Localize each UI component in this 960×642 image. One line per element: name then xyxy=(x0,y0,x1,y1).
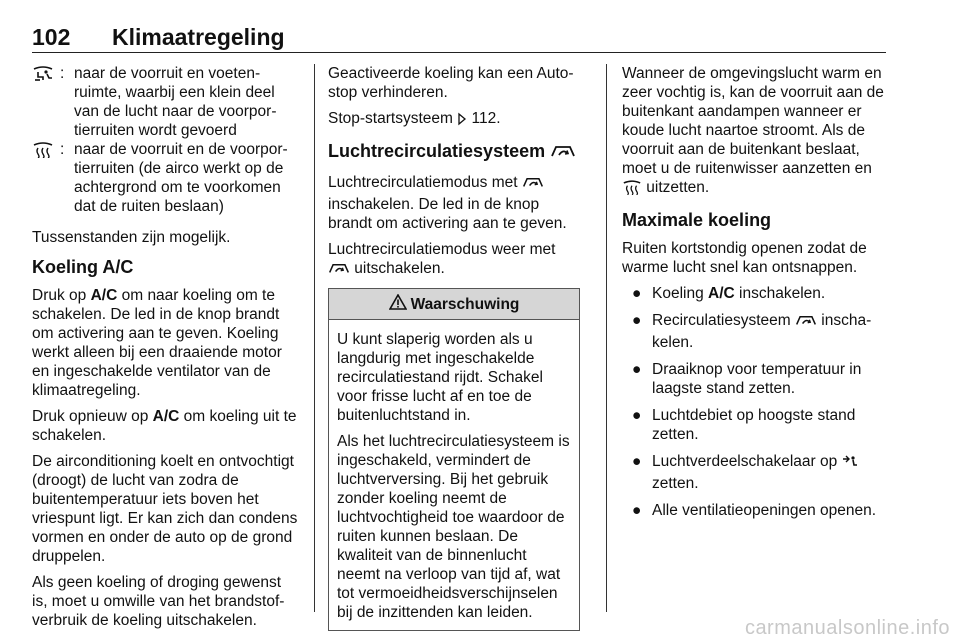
ac-label: A/C xyxy=(152,408,180,425)
defrost-icon xyxy=(622,180,642,200)
warning-body xyxy=(329,320,579,630)
bullet: ● xyxy=(632,312,642,329)
bullet: ● xyxy=(632,453,642,470)
column-2 xyxy=(328,64,580,631)
cooling-paragraph-3: De airconditioning koelt en ontvochtigt (droogt) de lucht van zodra de buitentemperatuur iets boven het vriespunt ligt. Er kan zich dan condens vormen en onder de auto op de grond druppelen. xyxy=(32,453,298,565)
list-item xyxy=(622,311,888,352)
list-item xyxy=(622,360,888,398)
ac-label: A/C xyxy=(90,287,118,304)
list-item xyxy=(622,284,888,303)
fogging-paragraph xyxy=(622,64,888,200)
airflow-upper-icon xyxy=(842,455,858,474)
bullet: ● xyxy=(632,407,642,424)
text: zetten. xyxy=(652,475,699,492)
text: om naar koeling om te schakelen. De led in de knop brandt om activering aan te geven. Koeling werkt alleen bij een draaiende motor en ingeschakelde ventilator van de klimaatregeling. xyxy=(32,287,282,399)
text: Luchtrecirculatiemodus met xyxy=(328,174,522,191)
text: Koeling xyxy=(652,285,709,302)
windscreen-feet-icon xyxy=(32,64,60,140)
list-item xyxy=(622,452,888,493)
recirculation-icon xyxy=(328,262,350,281)
warning-paragraph-2: Als het luchtrecirculatiesysteem is ingeschakeld, vermindert de luchtverversing. Bij het gebruik zonder koeling neemt de luchtvochtigheid toe waardoor de ruiten kunnen beslaan. De kwaliteit van de binnenlucht neemt na verloop van tijd af, wat tot vermoeidheidsverschijnselen bij de inzittenden kan leiden. xyxy=(337,433,570,621)
definition-row xyxy=(32,64,300,140)
page-reference: 112. xyxy=(471,110,501,127)
text: uitzetten. xyxy=(642,179,710,196)
heading-cooling: Koeling A/C xyxy=(32,257,134,277)
bullet: ● xyxy=(632,361,642,378)
bullet: ● xyxy=(632,502,642,519)
text: Luchtverdeelschakelaar op xyxy=(652,453,842,470)
column-1 xyxy=(32,64,300,637)
cooling-paragraph-4: Als geen koeling of droging gewenst is, moet u omwille van het brandstofverbruik de koeling uitschakelen. xyxy=(32,574,285,629)
text: Alle ventilatieopeningen openen. xyxy=(652,502,877,519)
heading-recirculation xyxy=(328,140,580,165)
defrost-icon xyxy=(32,140,60,216)
definition-text: naar de voorruit en voetenruimte, waarbij een klein deel van de lucht naar de voorportierruiten wordt gevoerd xyxy=(74,65,277,139)
text: Druk op xyxy=(32,287,91,304)
text: inschakelen. xyxy=(652,312,872,351)
cooling-paragraph-2 xyxy=(32,407,300,445)
page-number: 102 xyxy=(32,24,71,50)
intermediate-text: Tussenstanden zijn mogelijk. xyxy=(32,229,231,246)
reference-paragraph xyxy=(328,109,580,131)
text: Luchtrecirculatiesysteem xyxy=(328,141,546,161)
text: inschakelen. De led in de knop brandt om activering aan te geven. xyxy=(328,196,567,232)
chapter-title: Klimaatregeling xyxy=(112,24,285,50)
text: Druk opnieuw op xyxy=(32,408,153,425)
text: Luchtrecirculatiemodus weer met xyxy=(328,241,556,258)
recirculation-icon xyxy=(522,176,544,195)
text: om koeling uit te schakelen. xyxy=(32,408,297,444)
list-item xyxy=(622,406,888,444)
column-3 xyxy=(622,64,888,528)
warning-box xyxy=(328,288,580,631)
arrow-right-icon xyxy=(457,112,467,131)
cooling-paragraph-1 xyxy=(32,286,300,400)
warning-paragraph-1: U kunt slaperig worden als u langdurig met ingeschakelde recirculatiestand rijdt. Schakel voor frisse lucht af en toe de buitenluchtstand in. xyxy=(337,331,543,424)
text: Draaiknop voor temperatuur in laagste stand zetten. xyxy=(652,361,862,397)
max-cooling-intro: Ruiten kortstondig openen zodat de warme lucht snel kan ontsnappen. xyxy=(622,240,867,276)
heading-max-cooling: Maximale koeling xyxy=(622,210,772,230)
warning-title: Waarschuwing xyxy=(410,295,520,313)
text: uitschakelen. xyxy=(350,260,445,277)
ac-label: A/C xyxy=(708,285,735,302)
column-divider xyxy=(314,64,315,612)
recirculation-icon xyxy=(795,314,817,333)
max-cooling-list xyxy=(622,284,888,520)
text: Luchtdebiet op hoogste stand zetten. xyxy=(652,407,856,443)
text: inschakelen. xyxy=(734,285,826,302)
warning-triangle-icon xyxy=(389,294,407,315)
list-item xyxy=(622,501,888,520)
page-header xyxy=(32,24,886,53)
watermark: carmanualsonline.info xyxy=(744,617,950,639)
definition-row xyxy=(32,140,300,216)
bullet: ● xyxy=(632,285,642,302)
text: Recirculatiesysteem xyxy=(652,312,795,329)
definition-colon: : xyxy=(60,65,65,82)
recirculation-paragraph-2 xyxy=(328,240,580,281)
column-divider xyxy=(606,64,607,612)
recirculation-icon xyxy=(550,143,576,165)
definition-text: naar de voorruit en de voorportierruiten (de airco werkt op de achtergrond om te voorkomen dat de ruiten beslaan) xyxy=(74,141,288,215)
recirculation-paragraph-1 xyxy=(328,173,580,233)
autostop-paragraph: Geactiveerde koeling kan een Auto-stop verhinderen. xyxy=(328,65,574,101)
text: Stop-startsysteem xyxy=(328,110,458,127)
definition-colon: : xyxy=(60,141,65,158)
text: Wanneer de omgevingslucht warm en zeer vochtig is, kan de voorruit aan de buitenkant aandampen wanneer er koude lucht naartoe stroomt. Als de voorruit aan de buitenkant beslaat, moet u de ruitenwisser aanzetten en xyxy=(622,65,884,177)
warning-header xyxy=(329,289,579,320)
